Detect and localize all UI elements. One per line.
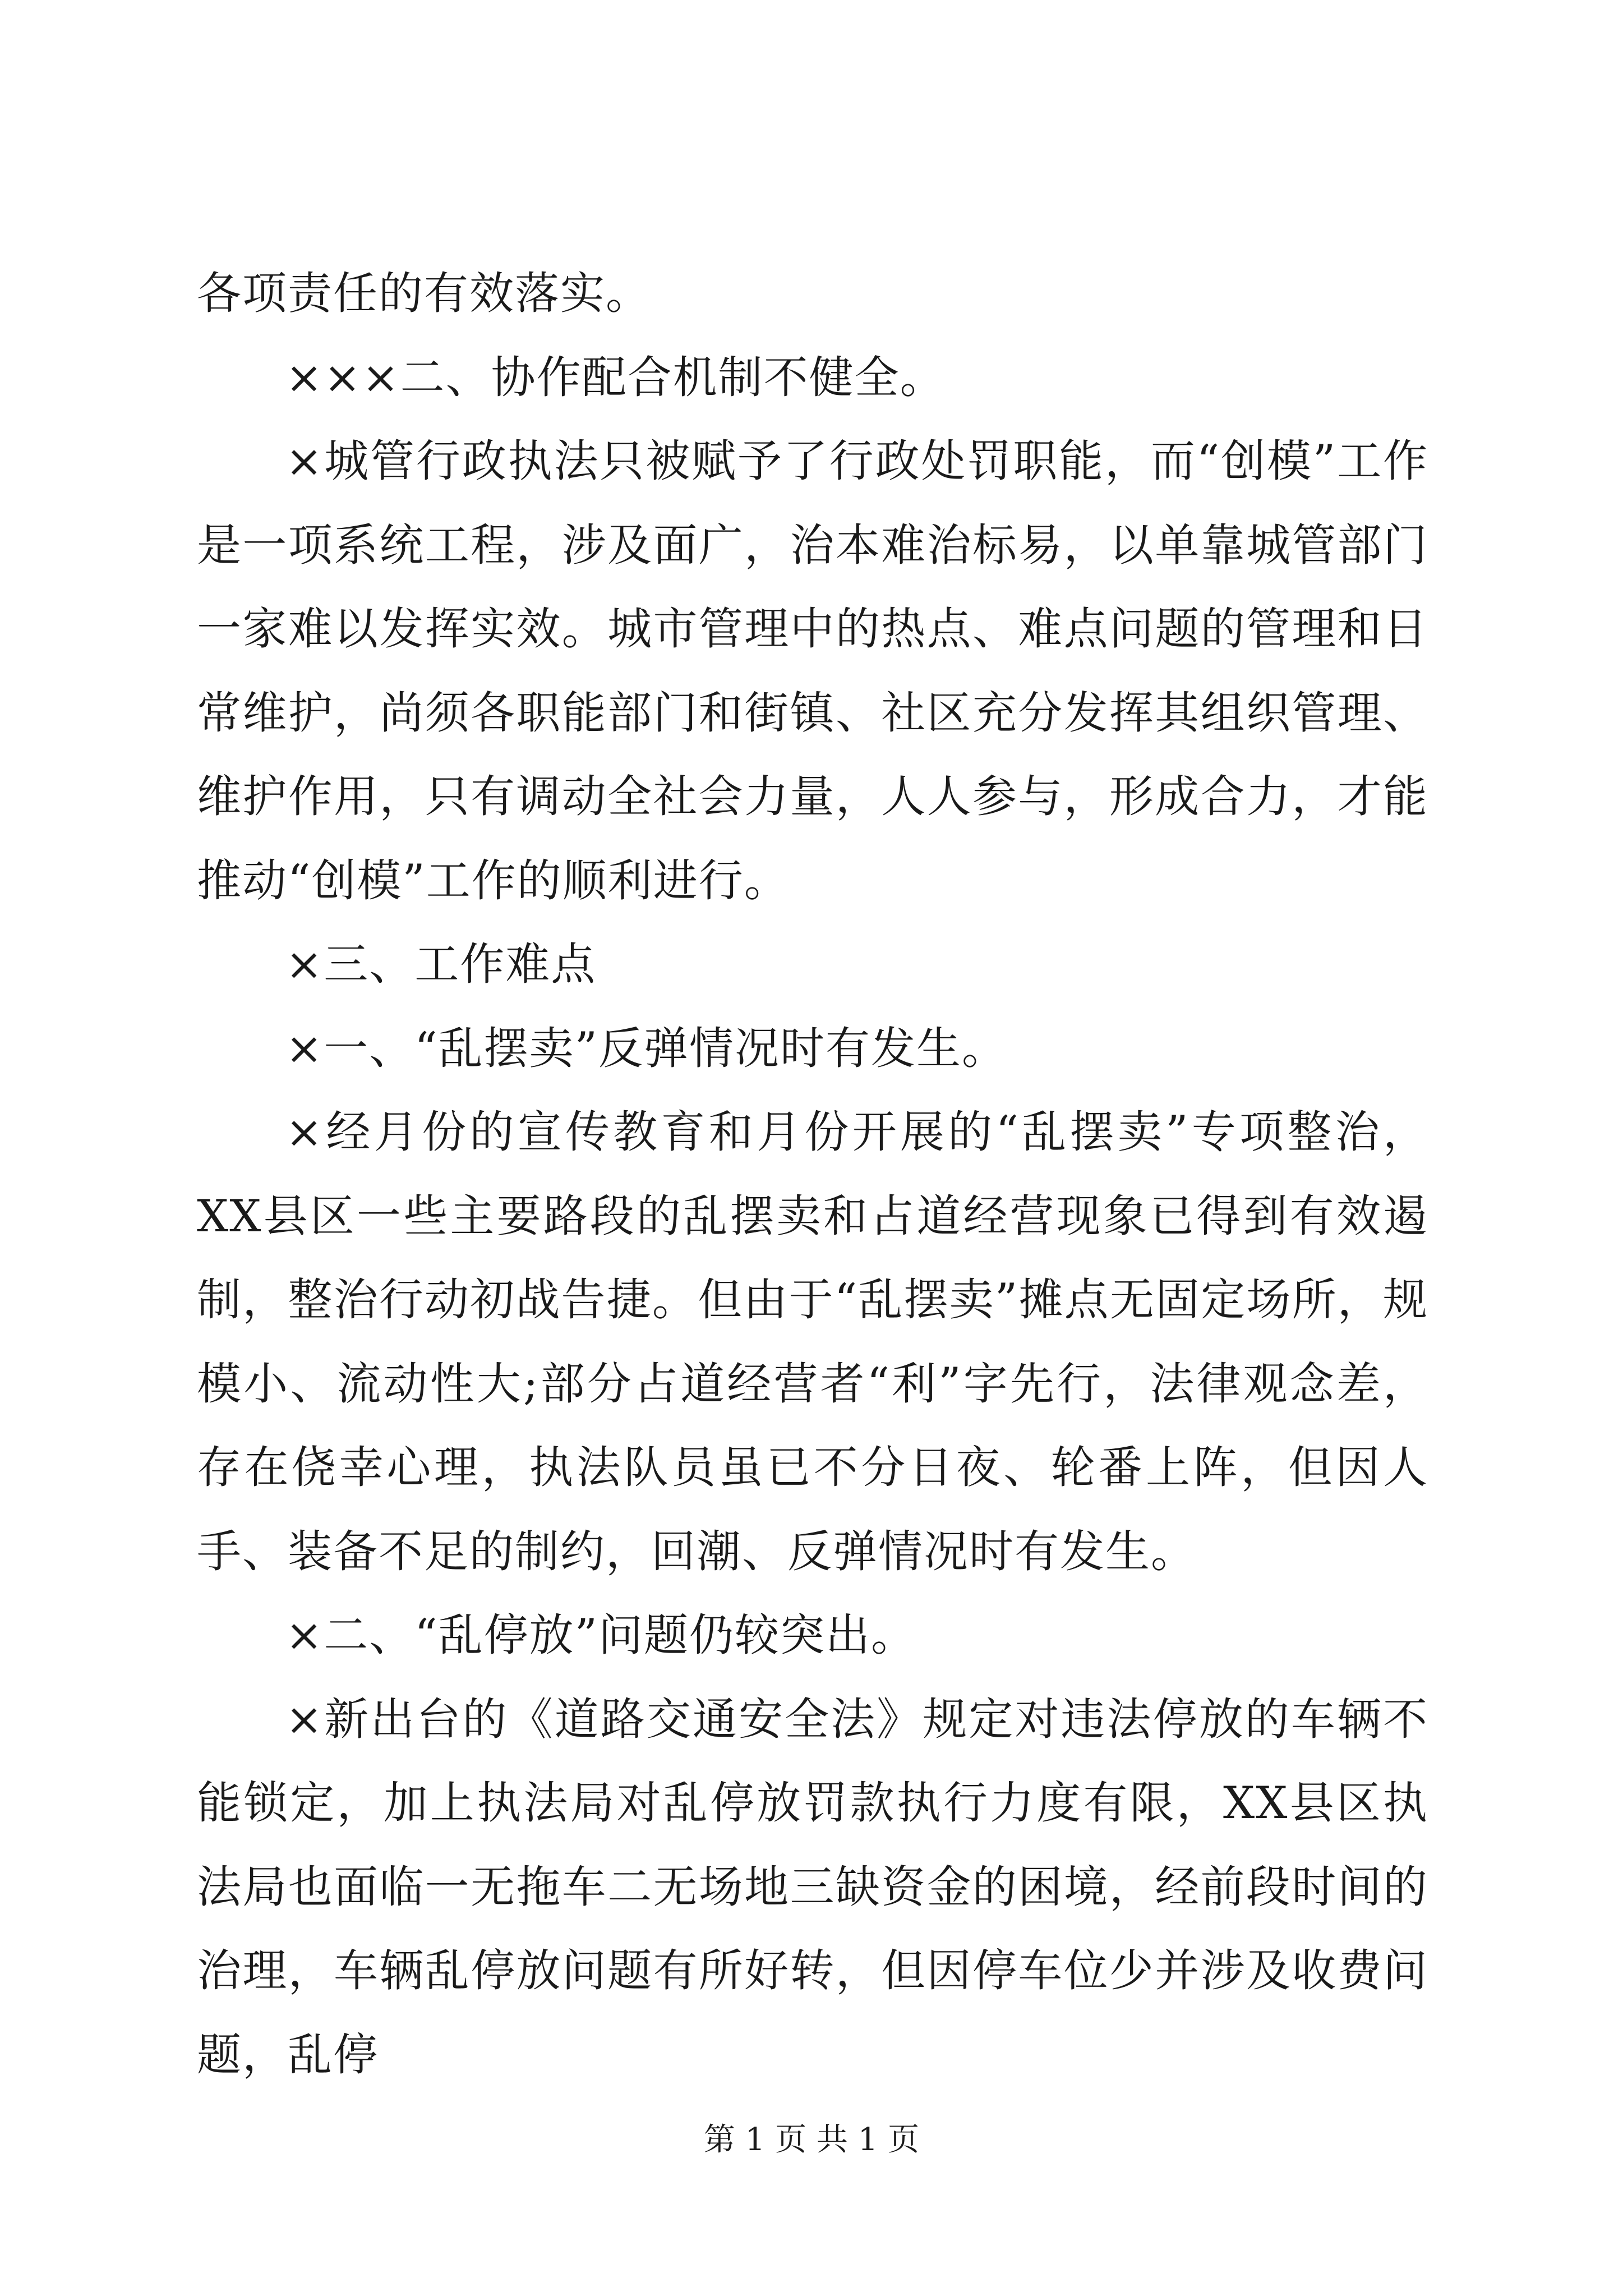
paragraph-illegal-parking-details: ×新出台的《道路交通安全法》规定对违法停放的车辆不能锁定，加上执法局对乱停放罚款执行力度有限，XX县区执法局也面临一无拖车二无场地三缺资金的困境，经前段时间的治理，车辆乱停放问题有所好转，但因停车位少并涉及收费问题，乱停 xyxy=(197,1693,1428,2081)
page-footer: 第 1 页 共 1 页 xyxy=(703,2122,920,2158)
heading-coordination-mechanism: ×××二、协作配合机制不健全。 xyxy=(285,351,946,403)
paragraph-coordination-details: ×城管行政执法只被赋予了行政处罚职能，而“创模”工作是一项系统工程，涉及面广，治本难治标易，以单靠城管部门一家难以发挥实效。城市管理中的热点、难点问题的管理和日常维护，尚须各职能部门和街镇、社区充分发挥其组织管理、维护作用，只有调动全社会力量，人人参与，形成合力，才能推动“创模”工作的顺利进行。 xyxy=(197,435,1428,907)
heading-illegal-parking: ×二、“乱停放”问题仍较突出。 xyxy=(285,1609,916,1661)
document-body xyxy=(197,252,1428,2097)
paragraph-continuation: 各项责任的有效落实。 xyxy=(197,268,651,319)
paragraph-street-vending-details: ×经月份的宣传教育和月份开展的“乱摆卖”专项整治，XX县区一些主要路段的乱摆卖和占道经营现象已得到有效遏制，整治行动初战告捷。但由于“乱摆卖”摊点无固定场所，规模小、流动性大;部分占道经营者“利”字先行，法律观念差，存在侥幸心理，执法队员虽已不分日夜、轮番上阵，但因人手、装备不足的制约，回潮、反弹情况时有发生。 xyxy=(197,1106,1428,1577)
heading-street-vending: ×一、“乱摆卖”反弹情况时有发生。 xyxy=(285,1022,1007,1074)
heading-work-difficulties: ×三、工作难点 xyxy=(285,938,597,990)
